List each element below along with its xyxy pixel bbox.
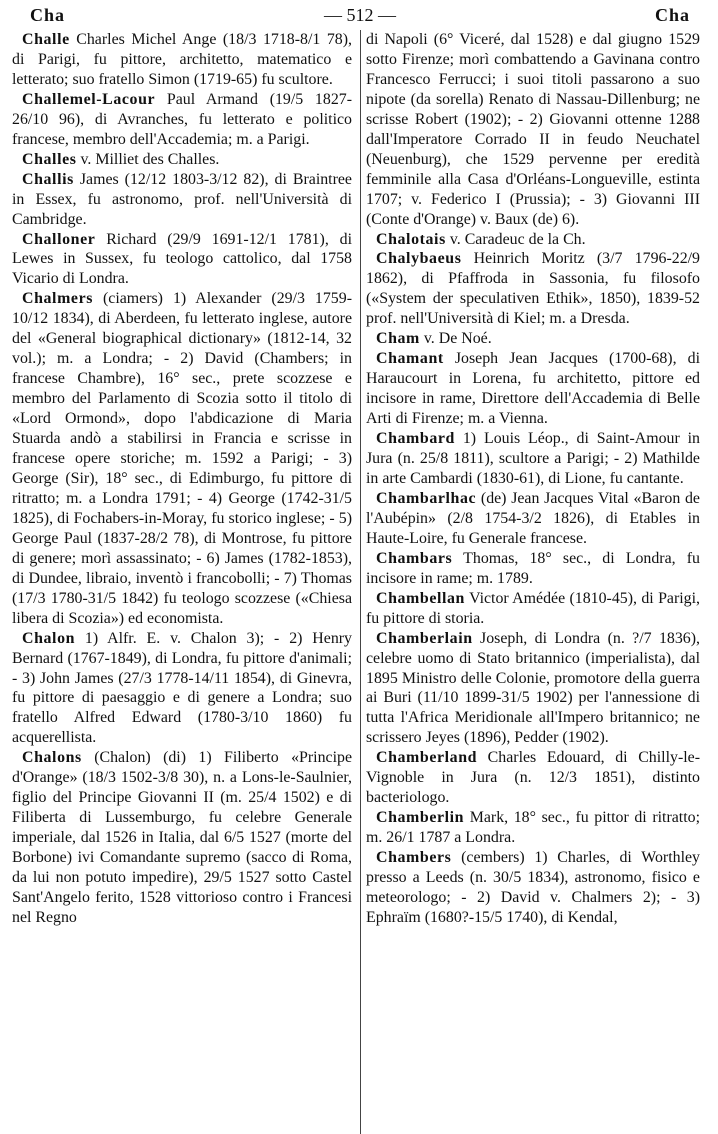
entry-headword: Challis [22,170,74,188]
left-column [12,30,352,928]
entry-text: Paul Armand (19/5 1827-26/10 96), di Avranches, fu letterato e politico francese, membro dell'Accademia; m. a Parigi. [12,90,352,148]
header-left-headword: Cha [30,5,66,25]
entry-headword: Chamberlin [376,809,465,827]
entry-headword: Challoner [22,230,96,248]
dictionary-entry [12,150,352,170]
dictionary-entry [366,489,700,549]
entry-headword: Chambard [376,430,455,448]
entry-text: Thomas, 18° sec., di Londra, fu incisore in rame; m. 1789. [366,549,700,587]
entry-text: v. De Noé. [419,330,492,348]
entry-text: 1) Alfr. E. v. Chalon 3); - 2) Henry Bernard (1767-1849), di Londra, fu pittore d'animali; - 3) John James (27/3 1778-14/11 1854), di Ginevra, fu pittore di paesaggio e di genere a Londra; suo fratello Alfred Edward (1780-3/10 1860) fu acquerellista. [12,629,352,747]
entry-text: 1) Louis Léop., di Saint-Amour in Jura (n. 25/8 1811), scultore a Parigi; - 2) Mathilde in arte Cambardi (1830-61), di Lione, fu cantante. [366,430,700,487]
dictionary-entry [366,748,700,808]
entry-text: Victor Amédée (1810-45), di Parigi, fu pittore di storia. [366,589,700,627]
page-number: — 512 — [324,5,396,25]
entry-headword: Challes [22,150,77,168]
entry-text: (cembers) 1) Charles, di Worthley presso a Leeds (n. 30/5 1834), astronomo, fisico e meteorologo; - 2) David v. Chalmers 2); - 3) Ephraïm (1680?-15/5 1740), di Kendal, [366,849,700,926]
entry-text: Heinrich Moritz (3/7 1796-22/9 1862), di Pfaffroda in Sassonia, fu filosofo («System der speculativen Ethik», 1850), 1839-52 prof. nell'Università di Kiel; m. a Dresda. [366,250,700,328]
dictionary-entry [366,629,700,749]
dictionary-entry [366,429,700,489]
entry-text: Joseph Jean Jacques (1700-68), di Haraucourt in Lorena, fu architetto, pittore ed incisore in rame, Direttore dell'Accademia di Belle Arti di Firenze; m. a Vienna. [366,350,700,428]
dictionary-entry [12,629,352,749]
dictionary-entry [366,329,700,349]
dictionary-entry [12,170,352,230]
entry-headword: Chalmers [22,290,94,308]
right-column [366,30,700,928]
entry-headword: Chambarlhac [376,489,477,507]
entry-text: di Napoli (6° Viceré, dal 1528) e dal giugno 1529 sotto Firenze; morì combattendo a Gavinana contro Francesco Ferrucci; i suoi titoli passarono a suo nipote (da sorella) Renato di Nassau-Dillenburg; ne scrisse Robert (1902); - 2) Giovanni ottenne 1288 dall'Imperatore Corrado II in feudo Neuchatel (Neuenburg), che 1529 pervenne per eredità femminile alla Casa d'Orléans-Longueville, estinta 1707; v. Federico I (Prussia); - 3) Giovanni III (Conte d'Orange) v. Baux (de) 6). [366,31,700,228]
entry-headword: Chambellan [376,589,465,607]
entry-headword: Chalons [22,749,82,767]
entry-headword: Chamberland [376,749,478,767]
dictionary-entry [366,249,700,329]
entry-headword: Chambers [376,849,452,867]
entry-headword: Chamberlain [376,629,473,647]
entry-text: v. Milliet des Challes. [76,150,220,168]
entry-headword: Chamant [376,350,444,368]
dictionary-entry [12,230,352,290]
dictionary-entry [12,748,352,928]
entry-text: Charles Michel Ange (18/3 1718-8/1 78), di Parigi, fu pittore, architetto, matematico e letterato; suo fratello Simon (1719-65) fu scultore. [12,31,352,88]
entry-text: Mark, 18° sec., fu pittor di ritratto; m. 26/1 1787 a Londra. [366,809,700,847]
entry-text: Joseph, di Londra (n. ?/7 1836), celebre uomo di Stato britannico (imperialista), dal 1895 Ministro delle Colonie, promotore della guerra ai Buri (11/10 1899-31/5 1902) per l'annessione di tutta l'Africa Meridionale all'Impero britannico; ne scrissero Jeyes (1896), Pedder (1902). [366,629,700,747]
dictionary-entry [12,289,352,628]
dictionary-entry [12,30,352,90]
entry-headword: Challe [22,31,70,48]
text-columns [12,30,708,928]
dictionary-entry [12,90,352,150]
entry-text: Charles Edouard, di Chilly-le-Vignoble in Jura (n. 12/3 1851), distinto bacteriologo. [366,749,700,807]
dictionary-entry [366,349,700,429]
column-divider [360,30,361,1134]
entry-text: (ciamers) 1) Alexander (29/3 1759-10/12 1834), di Aberdeen, fu letterato inglese, autore del «General biographical dictionary» (1812-14, 32 vol.); m. a Londra; - 2) David (Chambers; in francese Chambre), 16° sec., prete scozzese e membro del Parlamento di Scozia sotto il titolo di «Lord Ormond», dopo l'abdicazione di Maria Stuarda andò a stabilirsi in Francia e scrisse in francese opere storiche; m. 1592 a Parigi; - 3) George (Sir), 18° sec., di Edimburgo, fu pittore di ritratto; m. a Londra 1791; - 4) George (1742-31/5 1825), di Fochabers-in-Moray, fu storico inglese; - 5) George Paul (1837-28/2 78), di Montrose, fu pittore di genere; morì assassinato; - 6) James (1782-1853), di Dundee, libraio, inventò i francobolli; - 7) Thomas (17/3 1780-31/5 1842) fu teologo scozzese («Chiesa libera di Scozia») ed economista. [12,290,352,627]
dictionary-entry [366,589,700,629]
entry-text: (Chalon) (di) 1) Filiberto «Principe d'Orange» (18/3 1502-3/8 30), n. a Lons-le-Saulnier, figlio del Principe Giovanni II (m. 25/4 1502) e di Filiberta di Lussemburgo, fu celebre Generale imperiale, dal 1526 in Italia, dal 6/5 1527 (morte del Borbone) ivi Comandante supremo (sacco di Roma, da lui non potuto impedire), 29/5 1527 sotto Castel Sant'Angelo ferito, 1528 vittorioso contro i Francesi nel Regno [12,749,352,926]
dictionary-entry [366,30,700,230]
dictionary-entry [366,848,700,928]
entry-text: Richard (29/9 1691-12/1 1781), di Lewes in Sussex, fu teologo cattolico, dal 1758 Vicario di Londra. [12,230,352,288]
entry-text: (de) Jean Jacques Vital «Baron de l'Aubépin» (2/8 1754-3/2 1826), di Etables in Haute-Loire, fu Generale francese. [366,489,700,547]
entry-headword: Chambars [376,549,453,567]
entry-headword: Chalotais [376,230,446,248]
entry-headword: Challemel-Lacour [22,90,156,108]
entry-text: v. Caradeuc de la Ch. [445,230,586,248]
dictionary-entry [366,549,700,589]
page-header [12,4,708,26]
entry-headword: Chalon [22,629,76,647]
entry-text: James (12/12 1803-3/12 82), di Braintree in Essex, fu astronomo, prof. nell'Università di Cambridge. [12,170,352,228]
entry-headword: Cham [376,330,420,348]
dictionary-entry [366,230,700,250]
header-right-headword: Cha [654,5,690,25]
entry-headword: Chalybaeus [376,250,462,268]
dictionary-entry [366,808,700,848]
